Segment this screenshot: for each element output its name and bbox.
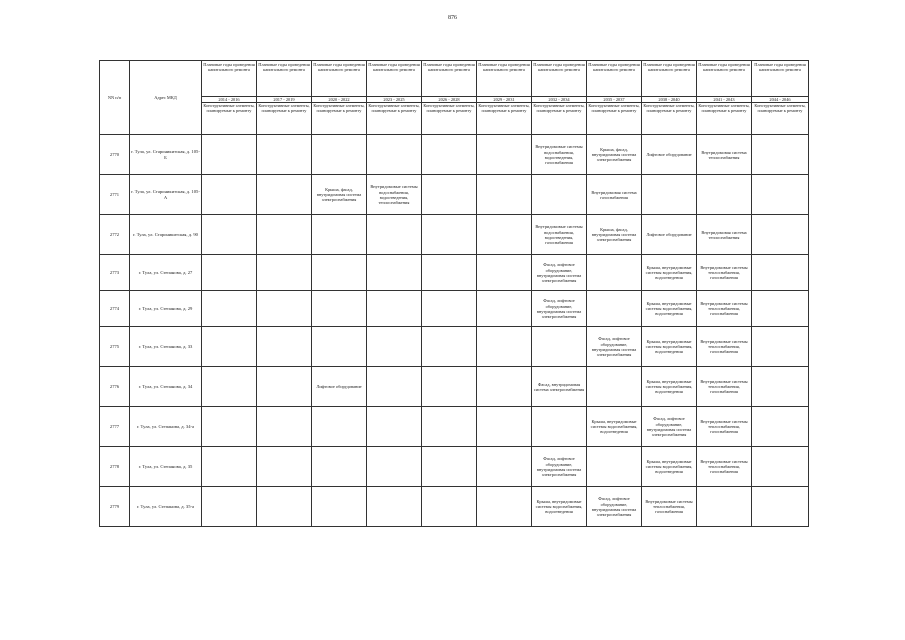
header-period-title: Плановые годы проведения капитального ремонта <box>533 62 585 73</box>
header-period-title: Плановые годы проведения капитального ремонта <box>698 62 750 73</box>
row-elements-cell: Фасад, лифтовое оборудование, внутридомовая система электроснабжения <box>587 327 642 367</box>
row-elements-cell: Внутридомовые системы теплоснабжения, газоснабжения <box>697 407 752 447</box>
row-number: 2773 <box>100 255 130 291</box>
row-elements-cell: Внутридомовые системы теплоснабжения, газоснабжения <box>697 255 752 291</box>
row-elements-cell <box>422 175 477 215</box>
row-elements-cell <box>752 135 809 175</box>
header-period-years: 2014 - 2016 <box>202 96 256 102</box>
row-elements-cell: Лифтовое оборудование <box>312 367 367 407</box>
row-elements-cell: Фасад, лифтовое оборудование, внутридомовая система электроснабжения <box>532 255 587 291</box>
header-elements: Конструктивные элементы, планируемые к ремонту <box>257 103 312 135</box>
row-elements-cell: Фасад, лифтовое оборудование, внутридомовая система электроснабжения <box>532 291 587 327</box>
row-address: г. Тула, ул. Староникитская, д. 105-Б <box>130 135 202 175</box>
header-period-title: Плановые годы проведения капитального ремонта <box>588 62 640 73</box>
row-number: 2777 <box>100 407 130 447</box>
row-elements-cell <box>202 327 257 367</box>
row-elements-cell <box>312 447 367 487</box>
header-period-title: Плановые годы проведения капитального ремонта <box>643 62 695 73</box>
header-period <box>422 61 477 103</box>
row-elements-cell: Лифтовое оборудование <box>642 135 697 175</box>
page-number: 876 <box>448 15 457 21</box>
header-period-years: 2029 - 2031 <box>477 96 531 102</box>
row-elements-cell <box>367 447 422 487</box>
row-elements-cell <box>587 291 642 327</box>
table-body <box>100 135 809 527</box>
row-elements-cell <box>367 291 422 327</box>
row-elements-cell <box>202 291 257 327</box>
header-period-years: 2044 - 2046 <box>752 96 808 102</box>
row-elements-cell: Внутридомовые системы теплоснабжения, газоснабжения <box>697 291 752 327</box>
row-elements-cell <box>752 255 809 291</box>
row-elements-cell <box>257 255 312 291</box>
header-elements: Конструктивные элементы, планируемые к ремонту <box>202 103 257 135</box>
header-period-title: Плановые годы проведения капитального ремонта <box>478 62 530 73</box>
header-period-years: 2035 - 2037 <box>587 96 641 102</box>
row-elements-cell <box>477 487 532 527</box>
table-row <box>100 215 809 255</box>
row-elements-cell <box>642 175 697 215</box>
header-period <box>532 61 587 103</box>
row-elements-cell <box>257 291 312 327</box>
row-elements-cell <box>312 135 367 175</box>
row-elements-cell <box>312 215 367 255</box>
row-elements-cell <box>367 255 422 291</box>
header-elements: Конструктивные элементы, планируемые к ремонту <box>752 103 809 135</box>
row-elements-cell <box>477 215 532 255</box>
row-elements-cell <box>367 327 422 367</box>
header-period <box>697 61 752 103</box>
row-elements-cell <box>202 175 257 215</box>
row-elements-cell <box>752 447 809 487</box>
row-elements-cell <box>312 327 367 367</box>
table-row <box>100 255 809 291</box>
row-elements-cell: Крыша, внутридомовые системы водоснабжения, водоотведения <box>642 367 697 407</box>
header-period-title: Плановые годы проведения капитального ремонта <box>203 62 255 73</box>
row-elements-cell <box>257 447 312 487</box>
row-elements-cell: Крыша, внутридомовые системы водоснабжения, водоотведения <box>642 447 697 487</box>
header-period-title: Плановые годы проведения капитального ремонта <box>313 62 365 73</box>
header-elements: Конструктивные элементы, планируемые к ремонту <box>532 103 587 135</box>
row-elements-cell: Крыша, фасад, внутридомовая система электроснабжения <box>587 135 642 175</box>
row-elements-cell <box>312 255 367 291</box>
row-elements-cell <box>752 215 809 255</box>
row-elements-cell <box>752 487 809 527</box>
row-elements-cell <box>587 255 642 291</box>
row-number: 2776 <box>100 367 130 407</box>
row-number: 2772 <box>100 215 130 255</box>
row-elements-cell: Внутридомовые системы теплоснабжения, газоснабжения <box>697 327 752 367</box>
row-elements-cell <box>422 327 477 367</box>
row-elements-cell: Крыша, внутридомовые системы водоснабжения, водоотведения <box>532 487 587 527</box>
repair-schedule-table <box>99 60 809 527</box>
row-elements-cell <box>422 135 477 175</box>
row-elements-cell <box>367 135 422 175</box>
header-elements: Конструктивные элементы, планируемые к ремонту <box>422 103 477 135</box>
row-elements-cell <box>477 175 532 215</box>
header-elements: Конструктивные элементы, планируемые к ремонту <box>642 103 697 135</box>
row-elements-cell <box>422 291 477 327</box>
row-elements-cell <box>202 255 257 291</box>
row-address: г. Тула, ул. Степанова, д. 35-а <box>130 487 202 527</box>
row-elements-cell <box>202 447 257 487</box>
row-number: 2770 <box>100 135 130 175</box>
row-elements-cell <box>532 327 587 367</box>
header-period-years: 2032 - 2034 <box>532 96 586 102</box>
row-elements-cell <box>367 215 422 255</box>
row-elements-cell: Внутридомовая система теплоснабжения <box>697 135 752 175</box>
row-elements-cell: Внутридомовые системы теплоснабжения, газоснабжения <box>642 487 697 527</box>
row-elements-cell <box>367 367 422 407</box>
row-elements-cell <box>752 367 809 407</box>
row-elements-cell: Внутридомовые системы водоснабжения, водоотведения, теплоснабжения <box>367 175 422 215</box>
row-elements-cell <box>257 215 312 255</box>
row-elements-cell <box>422 367 477 407</box>
row-elements-cell <box>312 487 367 527</box>
header-num: NN п/п <box>100 61 130 135</box>
row-elements-cell: Внутридомовая система теплоснабжения <box>697 215 752 255</box>
table-row <box>100 407 809 447</box>
row-elements-cell: Фасад, лифтовое оборудование, внутридомовая система электроснабжения <box>587 487 642 527</box>
row-elements-cell <box>587 367 642 407</box>
header-elements: Конструктивные элементы, планируемые к ремонту <box>312 103 367 135</box>
row-elements-cell <box>422 215 477 255</box>
row-elements-cell: Внутридомовая система газоснабжения <box>587 175 642 215</box>
row-elements-cell <box>202 215 257 255</box>
row-elements-cell <box>532 175 587 215</box>
row-address: г. Тула, ул. Степанова, д. 27 <box>130 255 202 291</box>
row-elements-cell: Внутридомовые системы водоснабжения, водоотведения, газоснабжения <box>532 215 587 255</box>
row-number: 2779 <box>100 487 130 527</box>
row-elements-cell <box>477 255 532 291</box>
row-elements-cell <box>477 291 532 327</box>
row-elements-cell <box>202 407 257 447</box>
row-address: г. Тула, ул. Степанова, д. 34-а <box>130 407 202 447</box>
table-row <box>100 447 809 487</box>
row-elements-cell <box>477 367 532 407</box>
row-elements-cell <box>202 487 257 527</box>
row-elements-cell <box>477 135 532 175</box>
header-period-years: 2026 - 2028 <box>422 96 476 102</box>
row-elements-cell: Крыша, фасад, внутридомовая система электроснабжения <box>587 215 642 255</box>
row-elements-cell: Фасад, лифтовое оборудование, внутридомовая система электроснабжения <box>532 447 587 487</box>
row-elements-cell <box>312 407 367 447</box>
header-period <box>257 61 312 103</box>
header-period-years: 2017 - 2019 <box>257 96 311 102</box>
row-elements-cell <box>697 175 752 215</box>
row-elements-cell <box>477 447 532 487</box>
row-elements-cell: Крыша, внутридомовые системы водоснабжения, водоотведения <box>587 407 642 447</box>
header-period <box>642 61 697 103</box>
row-address: г. Тула, ул. Степанова, д. 33 <box>130 327 202 367</box>
row-elements-cell <box>367 487 422 527</box>
row-elements-cell <box>312 291 367 327</box>
row-elements-cell <box>257 135 312 175</box>
header-elements: Конструктивные элементы, планируемые к ремонту <box>367 103 422 135</box>
row-number: 2775 <box>100 327 130 367</box>
row-elements-cell <box>477 327 532 367</box>
header-period <box>202 61 257 103</box>
row-address: г. Тула, ул. Степанова, д. 34 <box>130 367 202 407</box>
header-period <box>477 61 532 103</box>
row-elements-cell: Крыша, внутридомовые системы водоснабжения, водоотведения <box>642 291 697 327</box>
row-elements-cell: Внутридомовые системы водоснабжения, водоотведения, газоснабжения <box>532 135 587 175</box>
row-elements-cell: Внутридомовые системы теплоснабжения, газоснабжения <box>697 367 752 407</box>
row-elements-cell <box>257 367 312 407</box>
row-number: 2774 <box>100 291 130 327</box>
row-elements-cell <box>422 407 477 447</box>
header-period <box>587 61 642 103</box>
row-elements-cell <box>752 407 809 447</box>
header-period-years: 2038 - 2040 <box>642 96 696 102</box>
row-elements-cell <box>532 407 587 447</box>
row-elements-cell: Крыша, внутридомовые системы водоснабжения, водоотведения <box>642 327 697 367</box>
table-row <box>100 367 809 407</box>
table-row <box>100 175 809 215</box>
header-period-title: Плановые годы проведения капитального ремонта <box>754 62 806 73</box>
row-elements-cell: Внутридомовые системы теплоснабжения, газоснабжения <box>697 447 752 487</box>
header-period-title: Плановые годы проведения капитального ремонта <box>423 62 475 73</box>
row-elements-cell <box>752 175 809 215</box>
row-address: г. Тула, ул. Староникитская, д. 105-А <box>130 175 202 215</box>
row-elements-cell <box>367 407 422 447</box>
header-period-years: 2020 - 2022 <box>312 96 366 102</box>
row-elements-cell <box>257 407 312 447</box>
header-period <box>312 61 367 103</box>
row-elements-cell <box>257 175 312 215</box>
header-address: Адрес МКД <box>130 61 202 135</box>
row-elements-cell: Крыша, фасад, внутридомовая система электроснабжения <box>312 175 367 215</box>
row-elements-cell <box>422 255 477 291</box>
row-elements-cell <box>587 447 642 487</box>
table-row <box>100 487 809 527</box>
row-address: г. Тула, ул. Степанова, д. 35 <box>130 447 202 487</box>
row-address: г. Тула, ул. Староникитская, д. 90 <box>130 215 202 255</box>
row-address: г. Тула, ул. Степанова, д. 29 <box>130 291 202 327</box>
row-elements-cell <box>257 487 312 527</box>
table-header <box>100 61 809 135</box>
row-elements-cell: Фасад, лифтовое оборудование, внутридомовая система электроснабжения <box>642 407 697 447</box>
row-elements-cell <box>477 407 532 447</box>
header-period-years: 2023 - 2025 <box>367 96 421 102</box>
table-row <box>100 327 809 367</box>
row-number: 2771 <box>100 175 130 215</box>
header-period-years: 2041 - 2043 <box>697 96 751 102</box>
header-elements: Конструктивные элементы, планируемые к ремонту <box>477 103 532 135</box>
row-elements-cell <box>752 327 809 367</box>
table-row <box>100 291 809 327</box>
header-period <box>367 61 422 103</box>
row-elements-cell <box>202 135 257 175</box>
row-elements-cell <box>257 327 312 367</box>
row-elements-cell <box>202 367 257 407</box>
row-elements-cell <box>752 291 809 327</box>
row-elements-cell: Фасад, внутридомовая система электроснабжения <box>532 367 587 407</box>
header-elements: Конструктивные элементы, планируемые к ремонту <box>697 103 752 135</box>
row-number: 2778 <box>100 447 130 487</box>
row-elements-cell <box>422 487 477 527</box>
row-elements-cell: Лифтовое оборудование <box>642 215 697 255</box>
row-elements-cell: Крыша, внутридомовые системы водоснабжения, водоотведения <box>642 255 697 291</box>
table-row <box>100 135 809 175</box>
header-period-title: Плановые годы проведения капитального ремонта <box>258 62 310 73</box>
header-elements: Конструктивные элементы, планируемые к ремонту <box>587 103 642 135</box>
header-period-title: Плановые годы проведения капитального ремонта <box>368 62 420 73</box>
row-elements-cell <box>422 447 477 487</box>
header-period <box>752 61 809 103</box>
row-elements-cell <box>697 487 752 527</box>
